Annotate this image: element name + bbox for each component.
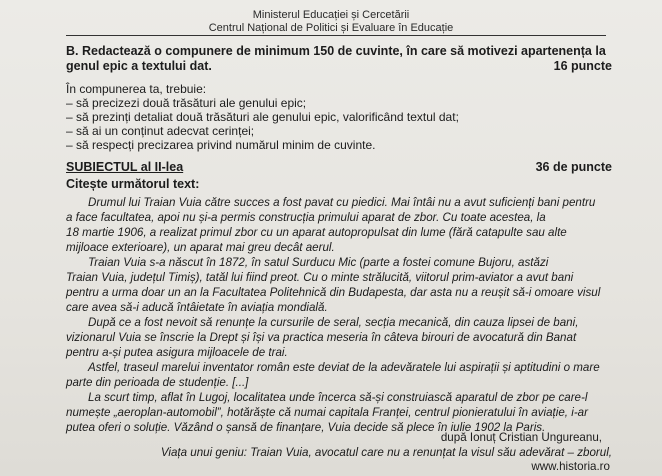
text-line: mijloace exterioare), un aparat mai greu decât aerul. [66,241,335,254]
subject-2-points: 36 de puncte [535,160,612,174]
text-line: După ce a fost nevoit să renunțe la cursurile de seral, secția mecanică, din cauza lipsei de bani, [88,316,579,329]
section-b-title-line2: genul epic a textului dat. [66,59,212,73]
requirement-item: – să precizezi două trăsături ale genului epic; [66,96,307,110]
text-line: Astfel, traseul marelui inventator român este deviat de la adevăratele lui aspirații și aptitudini o mare [88,361,600,374]
center-header: Centrul Național de Politici și Evaluare în Educație [208,22,454,34]
text-line: Traian Vuia, județul Timiș), tatăl lui fiind preot. Cu o minte strălucită, viitorul prim-aviator a avut bani [66,271,574,284]
text-line: pentru a-și putea asigura mijloacele de trai. [66,346,288,359]
requirement-item: – să prezinți detaliat două trăsături ale genului epic, valorificând textul dat; [66,110,459,124]
text-line: putea oferi o soluție. Văzând o șansă de finanțare, Vuia decide să plece în iulie 1902 la Paris. [66,421,546,434]
text-line: care avea să-i aducă întâietate în aviația mondială. [66,301,328,314]
text-line: numește „aeroplan-automobil”, hotărăște că numai capitala Franței, centrul pionieratului în aviație, i-ar [66,406,588,419]
source-author: după Ionuț Cristian Ungureanu, [440,431,602,444]
subject-2-instruction: Citește următorul text: [66,177,200,191]
source-site: www.historia.ro [531,460,610,473]
text-line: Traian Vuia s-a născut în 1872, în satul Surducu Mic (parte a fostei comune Bujoru, astăzi [88,256,549,269]
section-b-title-line1: B. Redactează o compunere de minimum 150 de cuvinte, în care să motivezi apartenența la [66,44,606,58]
text-line: parte din perioada de studenție. [...] [66,376,249,389]
section-b-points: 16 puncte [553,59,612,73]
requirement-item: – să respecți precizarea privind numărul minim de cuvinte. [66,138,376,152]
header-divider [66,35,606,36]
text-line: vizionarul Vuia se înscrie la Drept și își va practica meseria în câteva birouri de avocatură din Banat [66,331,577,344]
requirement-item: – să ai un conținut adecvat cerinței; [66,124,255,138]
section-b-intro: În compunerea ta, trebuie: [66,82,207,96]
text-line: a face facultatea, apoi nu și-a permis construcția primului aparat de zbor. Cu toate acestea, la [66,211,546,224]
text-line: Drumul lui Traian Vuia către succes a fost pavat cu piedici. Mai întâi nu a avut suficienți bani pentru [88,196,596,209]
text-line: pentru a urma doar un an la Facultatea Politehnică din Budapesta, dar asta nu a reușit să-i omoare visul [66,286,601,299]
text-line: La scurt timp, aflat în Lugoj, localitatea unde încerca să-și construiască aparatul de zbor pe care-l [88,391,588,404]
source-title: Viața unui geniu: Traian Vuia, avocatul care nu a renunțat la visul său adevărat – zborul, [160,446,612,459]
subject-2-title: SUBIECTUL al II-lea [66,160,184,174]
text-line: 18 martie 1906, a realizat primul zbor cu un aparat autopropulsat din lume (fără catapulte sau alte [66,226,567,239]
ministry-header: Ministerul Educației și Cercetării [252,9,410,21]
